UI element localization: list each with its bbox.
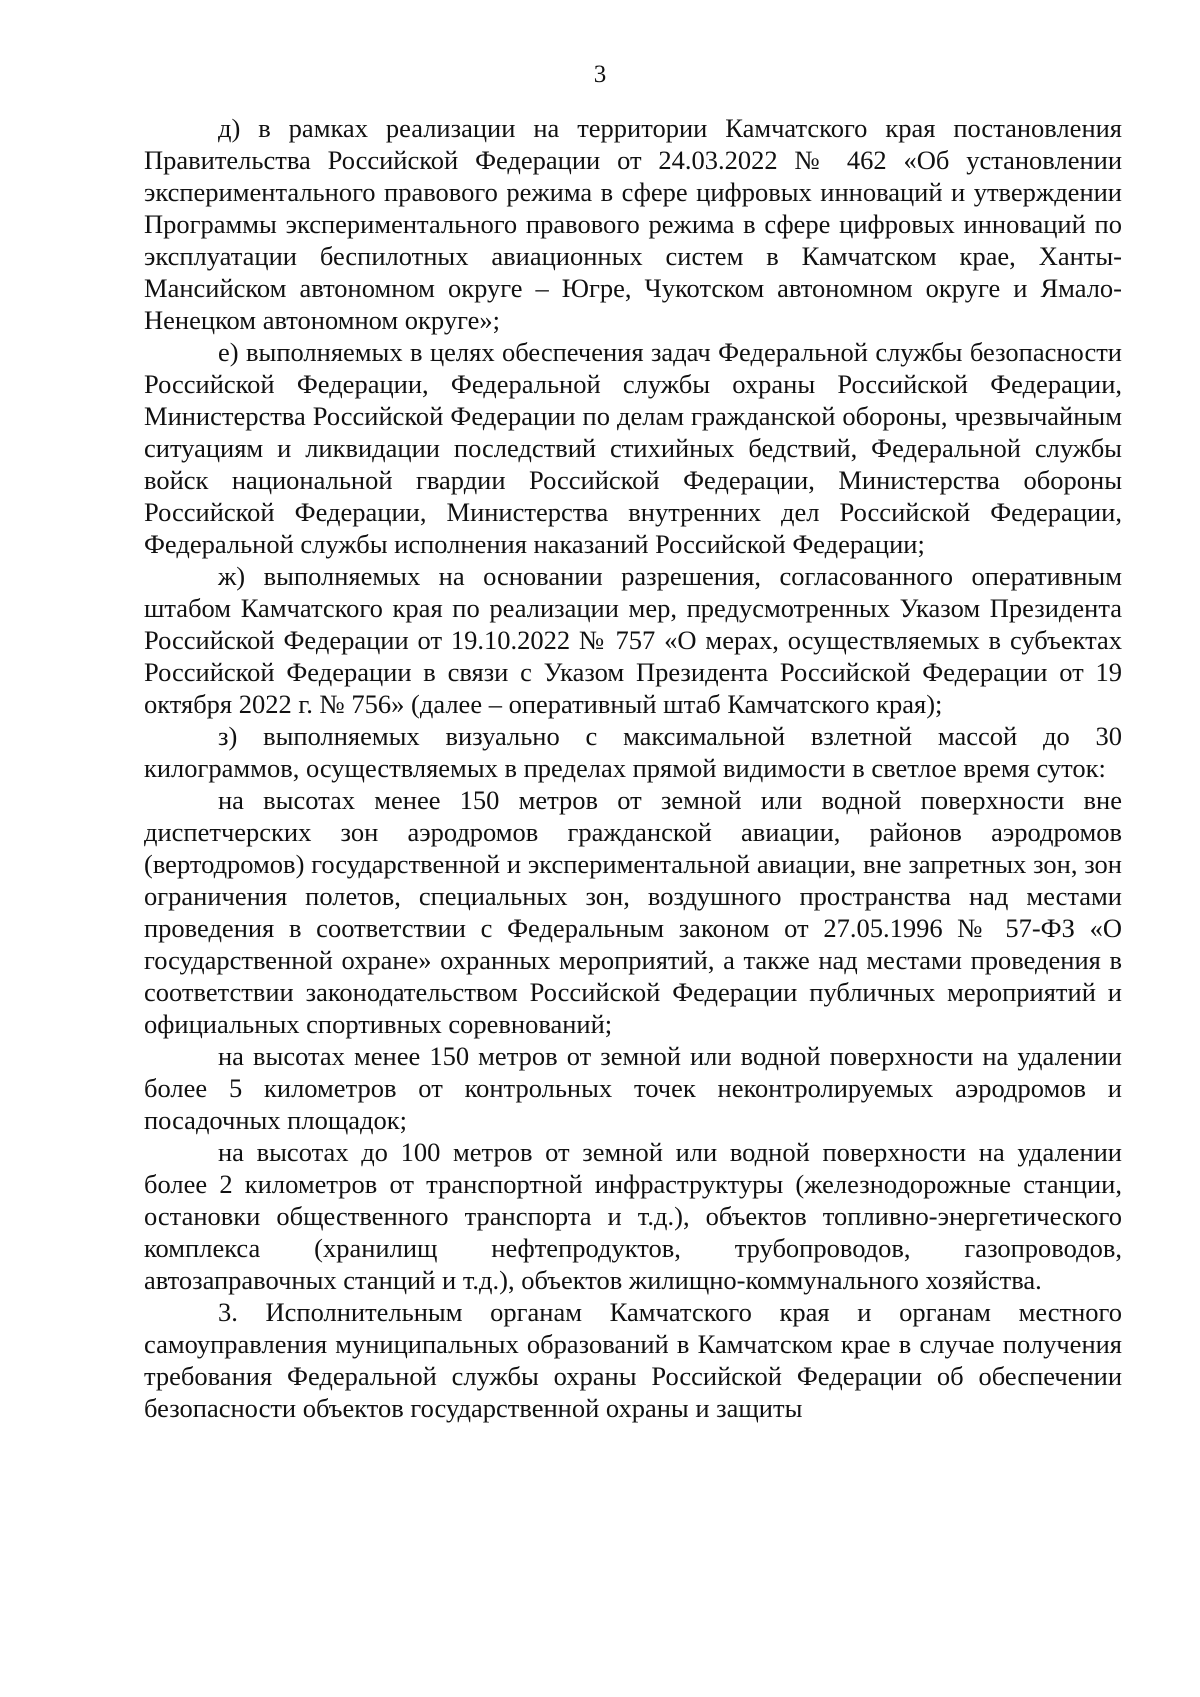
paragraph-zh: ж) выполняемых на основании разрешения, согласованного оперативным штабом Камчатского края по реализации мер, предусмотренных Указом Президента Российской Федерации от 19.10.2022 № 757 «О мерах, осуществляемых в субъектах Российской Федерации в связи с Указом Президента Российской Федерации от 19 октября 2022 г. № 756» (далее – оперативный штаб Камчатского края);	[144, 561, 1122, 719]
page-number: 3	[593, 61, 607, 88]
paragraph-altitude-150-aerodromes: на высотах менее 150 метров от земной или водной поверхности на удалении более 5 километров от контрольных точек неконтролируемых аэродромов и посадочных площадок;	[144, 1041, 1122, 1135]
paragraph-e: е) выполняемых в целях обеспечения задач Федеральной службы безопасности Российской Федерации, Федеральной службы охраны Российской Федерации, Министерства Российской Федерации по делам гражданской обороны, чрезвычайным ситуациям и ликвидации последствий стихийных бедствий, Федеральной службы войск национальной гвардии Российской Федерации, Министерства обороны Российской Федерации, Министерства внутренних дел Российской Федерации, Федеральной службы исполнения наказаний Российской Федерации;	[144, 337, 1122, 559]
document-body	[144, 112, 1122, 1424]
paragraph-altitude-150-zones: на высотах менее 150 метров от земной или водной поверхности вне диспетчерских зон аэродромов гражданской авиации, районов аэродромов (вертодромов) государственной и экспериментальной авиации, вне запретных зон, зон ограничения полетов, специальных зон, воздушного пространства над местами проведения в соответствии с Федеральным законом от 27.05.1996 № 57-ФЗ «О государственной охране» охранных мероприятий, а также над местами проведения в соответствии законодательством Российской Федерации публичных мероприятий и официальных спортивных соревнований;	[144, 785, 1122, 1039]
paragraph-item-3: 3. Исполнительным органам Камчатского края и органам местного самоуправления муниципальных образований в Камчатском крае в случае получения требования Федеральной службы охраны Российской Федерации об обеспечении безопасности объектов государственной охраны и защиты	[144, 1297, 1122, 1423]
paragraph-d: д) в рамках реализации на территории Камчатского края постановления Правительства Российской Федерации от 24.03.2022 № 462 «Об установлении экспериментального правового режима в сфере цифровых инноваций и утверждении Программы экспериментального правового режима в сфере цифровых инноваций по эксплуатации беспилотных авиационных систем в Камчатском крае, Ханты-Мансийском автономном округе – Югре, Чукотском автономном округе и Ямало-Ненецком автономном округе»;	[144, 113, 1122, 335]
paragraph-z: з) выполняемых визуально с максимальной взлетной массой до 30 килограммов, осуществляемых в пределах прямой видимости в светлое время суток:	[144, 721, 1122, 783]
paragraph-altitude-100-infrastructure: на высотах до 100 метров от земной или водной поверхности на удалении более 2 километров от транспортной инфраструктуры (железнодорожные станции, остановки общественного транспорта и т.д.), объектов топливно-энергетического комплекса (хранилищ нефтепродуктов, трубопроводов, газопроводов, автозаправочных станций и т.д.), объектов жилищно-коммунального хозяйства.	[144, 1137, 1122, 1295]
